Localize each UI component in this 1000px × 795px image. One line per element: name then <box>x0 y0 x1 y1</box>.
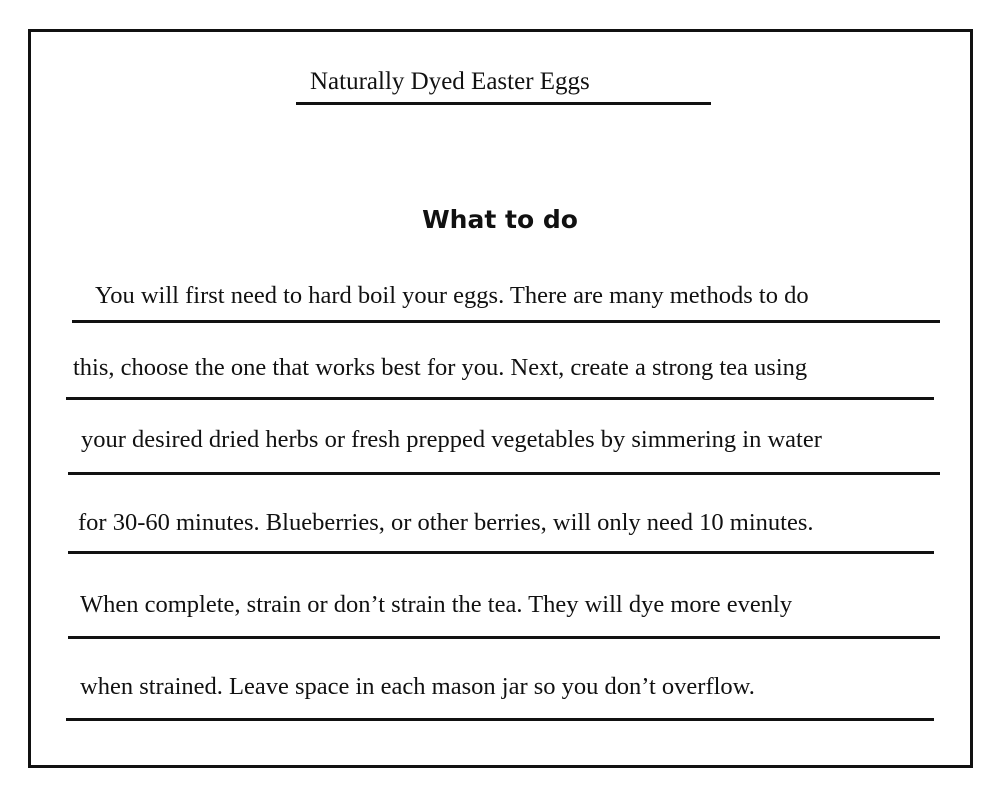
writing-rule-5 <box>68 636 940 639</box>
title-underline <box>296 102 711 105</box>
writing-rule-3 <box>68 472 940 475</box>
writing-rule-1 <box>72 320 940 323</box>
worksheet-title: Naturally Dyed Easter Eggs <box>310 68 590 95</box>
writing-rule-2 <box>66 397 934 400</box>
instruction-line-4: for 30-60 minutes. Blueberries, or other berries, will only need 10 minutes. <box>78 509 814 536</box>
instruction-line-5: When complete, strain or don’t strain the tea. They will dye more evenly <box>80 591 793 618</box>
writing-rule-6 <box>66 718 934 721</box>
writing-rule-4 <box>68 551 934 554</box>
instruction-line-2: this, choose the one that works best for you. Next, create a strong tea using <box>73 354 808 381</box>
section-heading: What to do <box>422 205 578 234</box>
instruction-line-3: your desired dried herbs or fresh prepped vegetables by simmering in water <box>81 426 822 453</box>
instruction-line-1: You will first need to hard boil your eggs. There are many methods to do <box>95 282 809 309</box>
instruction-line-6: when strained. Leave space in each mason jar so you don’t overflow. <box>80 673 755 700</box>
